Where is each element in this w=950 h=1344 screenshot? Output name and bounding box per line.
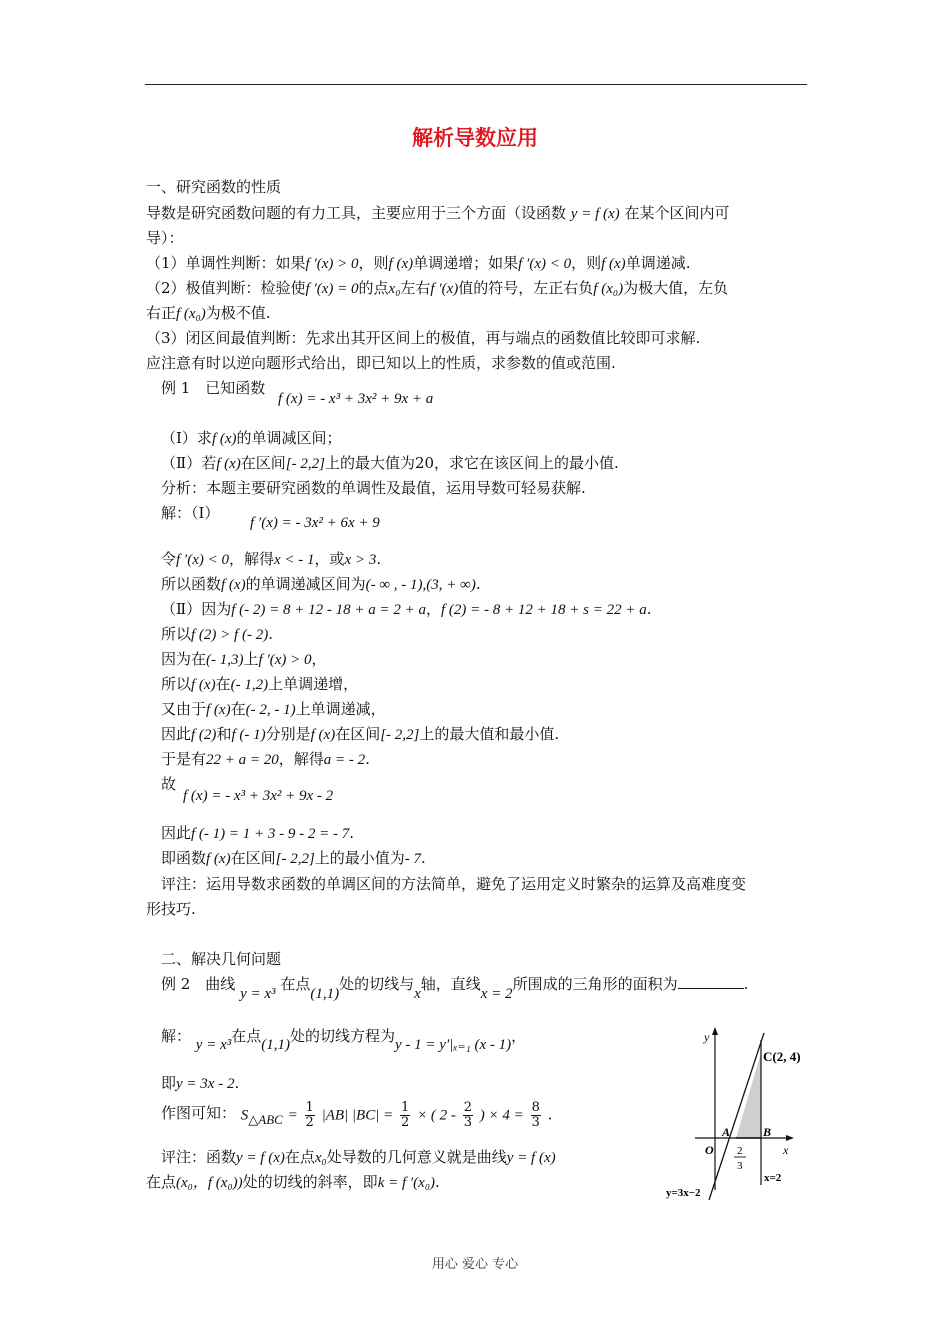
example1-analysis: 分析：本题主要研究函数的单调性及最值，运用导数可轻易获解. bbox=[161, 479, 586, 497]
example1-remark: 评注：运用导数求函数的单调区间的方法简单，避免了运用定义时繁杂的运算及高难度变 bbox=[161, 875, 747, 893]
example1-question1: （Ⅰ）求f (x)的单调减区间； bbox=[161, 429, 342, 447]
solution-step-1: 令f ′(x) < 0，解得x < - 1，或x > 3. bbox=[161, 550, 382, 568]
y-axis-arrow-icon bbox=[712, 1027, 718, 1035]
fraction-numerator: 2 bbox=[737, 1145, 743, 1157]
answer-blank bbox=[678, 974, 744, 989]
rule-monotonic: （1）单调性判断：如果f ′(x) > 0，则f (x)单调递增；如果f ′(x) < 0，则f (x)单调递减. bbox=[146, 254, 691, 272]
example1-function: f (x) = - x³ + 3x² + 9x + a bbox=[278, 391, 434, 407]
solution-step-12: 即函数f (x)在区间[- 2,2]上的最小值为- 7. bbox=[161, 849, 426, 867]
solution-step-5: 因为在(- 1,3)上f ′(x) > 0， bbox=[161, 650, 327, 668]
solution-step-10-label: 故 bbox=[161, 775, 177, 793]
fraction-eight-thirds: $\frac{8}{3}$ bbox=[531, 1100, 540, 1130]
example1-question2: （Ⅱ）若f (x)在区间[- 2,2]上的最大值为20，求它在该区间上的最小值. bbox=[161, 454, 619, 472]
derivative-formula: f ′(x) = - 3x² + 6x + 9 bbox=[250, 515, 380, 531]
section1-intro-cont: 导）： bbox=[146, 229, 184, 247]
rule-closed-interval: （3）闭区间最值判断：先求出其开区间上的极值，再与端点的函数值比较即可求解. bbox=[146, 329, 701, 347]
page-footer: 用心 爱心 专心 bbox=[431, 1257, 519, 1272]
triangle-abc-shading bbox=[736, 1053, 761, 1138]
solution-step-11: 因此f (- 1) = 1 + 3 - 9 - 2 = - 7. bbox=[161, 824, 355, 842]
fraction-one-half: $\frac{1}{2}$ bbox=[401, 1100, 410, 1130]
example2-remark: 评注：函数y = f (x)在点x₀处导数的几何意义就是曲线y = f (x) bbox=[161, 1148, 556, 1166]
solution-step-2: 所以函数f (x)的单调递减区间为(- ∞ , - 1),(3, + ∞). bbox=[161, 575, 481, 593]
section1-intro: 导数是研究函数问题的有力工具，主要应用于三个方面（设函数 y = f (x) 在某个区间内可 bbox=[146, 204, 730, 222]
origin-label: O bbox=[705, 1143, 714, 1157]
point-c-label: C(2, 4) bbox=[763, 1049, 801, 1064]
fraction-two-thirds: $\frac{2}{3}$ bbox=[463, 1100, 472, 1130]
y-axis-label: y bbox=[704, 1030, 710, 1044]
example2-solution-2: 即y = 3x - 2. bbox=[161, 1074, 240, 1092]
fraction-one-half: $\frac{1}{2}$ bbox=[305, 1100, 314, 1130]
tangent-triangle-figure bbox=[660, 1025, 810, 1205]
section2-heading: 二、解决几何问题 bbox=[161, 950, 282, 968]
header-rule bbox=[145, 84, 807, 85]
rule-note: 应注意有时以逆向题形式给出，即已知以上的性质，求参数的值或范围. bbox=[146, 354, 616, 372]
example1-solution-label: 解：（Ⅰ） bbox=[161, 504, 220, 522]
example2-area-calculation: 作图可知： S△ABC = $\frac{1}{2}$ |AB| |BC| = $\frac{1}{2}$ × ( 2 - $\frac{2}{3}$ ) × 4 = $\frac{8}{3}$ . bbox=[161, 1100, 553, 1130]
solution-step-9: 于是有22 + a = 20，解得a = - 2. bbox=[161, 750, 370, 768]
solution-step-8: 因此f (2)和f (- 1)分别是f (x)在区间[- 2,2]上的最大值和最小值. bbox=[161, 725, 560, 743]
page-title: 解析导数应用 bbox=[412, 126, 538, 150]
example2-solution-1: 解： y = x³在点(1,1)处的切线方程为y - 1 = y′|ₓ₌₁ (x - 1)， bbox=[161, 1027, 527, 1053]
final-function: f (x) = - x³ + 3x² + 9x - 2 bbox=[183, 788, 334, 804]
x-axis-arrow-icon bbox=[786, 1135, 794, 1141]
tangent-line-label: y=3x−2 bbox=[666, 1187, 701, 1199]
example2-remark-cont: 在点(x₀，f (x₀))处的切线的斜率，即k = f ′(x₀). bbox=[146, 1173, 440, 1191]
x-axis-label: x bbox=[783, 1143, 789, 1157]
example1-remark-cont: 形技巧. bbox=[146, 900, 196, 918]
solution-step-4: 所以f (2) > f (- 2). bbox=[161, 625, 273, 643]
rule-extremum: （2）极值判断：检验使f ′(x) = 0的点x₀左右f ′(x)值的符号，左正右负f (x₀)为极大值，左负 bbox=[146, 279, 729, 297]
vertical-line-label: x=2 bbox=[764, 1172, 782, 1184]
solution-step-6: 所以f (x)在(- 1,2)上单调递增， bbox=[161, 675, 359, 693]
rule-extremum-cont: 右正f (x₀)为极不值. bbox=[146, 304, 271, 322]
point-a-label: A bbox=[722, 1125, 731, 1139]
section1-heading: 一、研究函数的性质 bbox=[146, 178, 282, 196]
fraction-denominator: 3 bbox=[737, 1160, 743, 1172]
solution-step-7: 又由于f (x)在(- 2, - 1)上单调递减， bbox=[161, 700, 386, 718]
point-b-label: B bbox=[763, 1125, 772, 1139]
example1-label: 例 1 已知函数 bbox=[161, 379, 266, 397]
solution-step-3: （Ⅱ）因为f (- 2) = 8 + 12 - 18 + a = 2 + a，f (2) = - 8 + 12 + 18 + s = 22 + a. bbox=[161, 600, 652, 618]
example2-question: 例 2 曲线 y = x³ 在点(1,1)处的切线与x轴，直线x = 2所围成的三角形的面积为 . bbox=[161, 975, 749, 1002]
